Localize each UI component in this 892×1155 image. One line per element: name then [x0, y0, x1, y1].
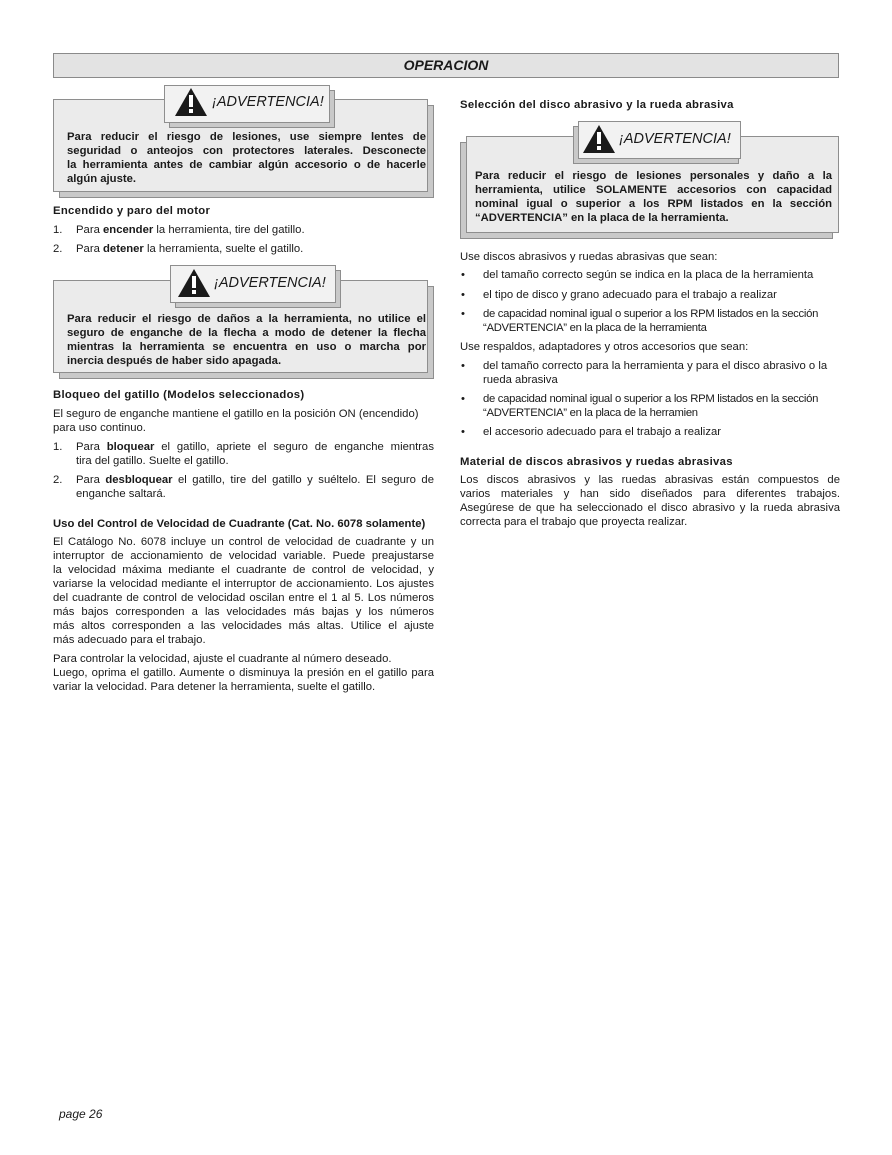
section-heading: Selección del disco abrasivo y la rueda abrasiva [460, 99, 734, 111]
warning-label: ¡ADVERTENCIA! [212, 94, 324, 110]
warning-line: la herramienta antes de cambiar algún accesorio o de hacerle [67, 159, 426, 171]
section-heading: Material de discos abrasivos y ruedas abrasivas [460, 456, 733, 468]
warning-line: mientras la herramienta se encuentra en uso o marcha por [67, 341, 426, 353]
warning-triangle-icon [177, 268, 211, 298]
warning-line: nominal igual o superior a los RPM listados en la sección [475, 198, 832, 210]
paragraph: Use respaldos, adaptadores y otros accesorios que sean: [460, 341, 749, 353]
paragraph: El seguro de enganche mantiene el gatillo en la posición ON (encendido) para uso continuo. [53, 408, 419, 434]
warning-label: ¡ADVERTENCIA! [214, 275, 326, 291]
warning-line: Para reducir el riesgo de daños a la herramienta, no utilice el [67, 313, 426, 325]
paragraph: El Catálogo No. 6078 incluye un control de velocidad de cuadrante y un interruptor de accionamiento de velocidad variable. Puede preajustarse la velocidad máxima mediante el cuadrante de control de velocidad, y variarse la velocidad mediante el interruptor de accionamiento. Los ajustes del cuadrante de control de velocidad oscilan entre el 1 al 5. Los números más bajos corresponden a las velocidades más bajas y los números más altos corresponden a las velocidades más altas. Utilice el ajuste más adecuado para el trabajo. [53, 536, 434, 646]
warning-label: ¡ADVERTENCIA! [619, 131, 731, 147]
section-heading: Encendido y paro del motor [53, 205, 211, 217]
paragraph: Use discos abrasivos y ruedas abrasivas que sean: [460, 251, 718, 263]
warning-triangle-icon [174, 87, 208, 117]
warning-line: Para reducir el riesgo de lesiones personales y daño a la [475, 170, 832, 182]
warning-line: Para reducir el riesgo de lesiones, use siempre lentes de [67, 131, 426, 143]
section-heading: Uso del Control de Velocidad de Cuadrante (Cat. No. 6078 solamente) [53, 518, 426, 530]
page-number: page 26 [59, 1107, 103, 1121]
paragraph: Los discos abrasivos y las ruedas abrasivas están compuestos de varios materiales y han sido diseñados para diferentes trabajos. Asegúrese de que ha seleccionado el disco abrasivo y la rueda abrasiva correcta para el trabajo que proyecta realizar. [460, 474, 840, 528]
warning-line: seguro de enganche de la flecha a modo de detener la flecha [67, 327, 426, 339]
warning-triangle-icon [582, 124, 616, 154]
warning-line: inercia después de haber sido apagada. [67, 355, 282, 367]
section-title: OPERACION [53, 53, 839, 78]
section-heading: Bloqueo del gatillo (Modelos seleccionados) [53, 389, 305, 401]
warning-line: “ADVERTENCIA” en la placa de la herramienta. [475, 212, 729, 224]
warning-line: seguridad o anteojos con protectores laterales. Desconecte [67, 145, 426, 157]
warning-line: algún ajuste. [67, 173, 137, 185]
paragraph: Para controlar la velocidad, ajuste el cuadrante al número deseado. Luego, oprima el gatillo. Aumente o disminuya la presión en el gatillo para variar la velocidad. Para detener la herramienta, suelte el gatillo. [53, 653, 434, 693]
warning-line: herramienta, utilice SOLAMENTE accesorios con capacidad [475, 184, 832, 196]
